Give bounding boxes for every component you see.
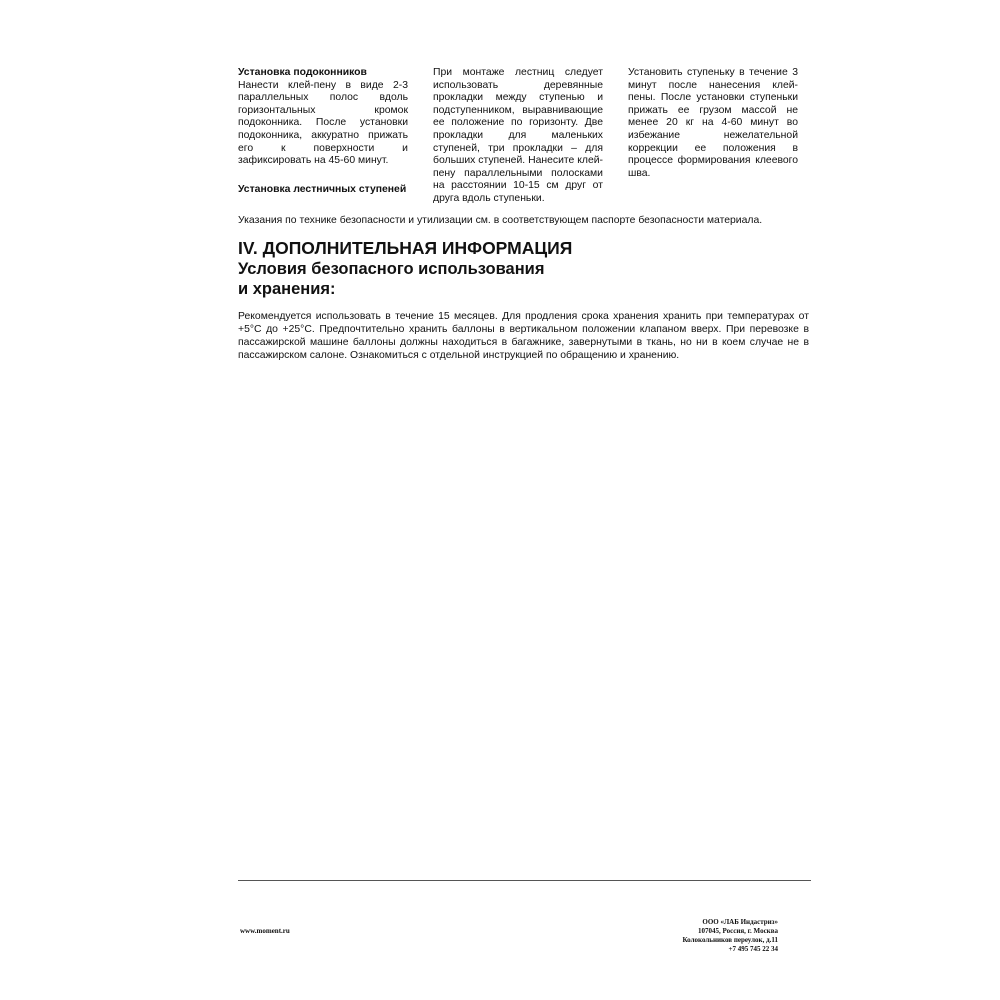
footer-company-info bbox=[620, 918, 778, 954]
storage-conditions-text: Рекомендуется использовать в течение 15 месяцев. Для продления срока хранения хранить при температурах от +5°C до +25°C. Предпочтительно хранить баллоны в вертикальном положении клапаном вверх. При перевозке в пассажирской машине баллоны должны находиться в багажнике, завернутыми в ткань, но ни в коем случае не в пассажирском салоне. Ознакомиться с отдельной инструкцией по обращению и хранению. bbox=[238, 311, 809, 361]
column-2 bbox=[433, 67, 603, 206]
company-phone: +7 495 745 22 34 bbox=[728, 945, 778, 953]
instructions-columns bbox=[238, 67, 798, 206]
footer-divider bbox=[238, 880, 811, 881]
section-subtitle: Условия безопасного использования и хранения: bbox=[238, 260, 545, 298]
step-fixing-text: Установить ступеньку в течение 3 минут после нанесения клей-пены. После установки ступеньки прижать ее грузом массой не менее 20 кг на 4-60 минут во избежание нежелательной коррекции ее положения в процессе формирования клеевого шва. bbox=[628, 67, 798, 179]
sill-installation-heading: Установка подоконников bbox=[238, 67, 367, 78]
column-3 bbox=[628, 67, 798, 206]
section-title: IV. ДОПОЛНИТЕЛЬНАЯ ИНФОРМАЦИЯ bbox=[238, 238, 573, 258]
company-address-line-1: 107045, Россия, г. Москва bbox=[698, 927, 778, 935]
safety-note: Указания по технике безопасности и утилизации см. в соответствующем паспорте безопасности материала. bbox=[238, 215, 763, 226]
stairs-installation-heading: Установка лестничных ступеней bbox=[238, 183, 407, 195]
column-1 bbox=[238, 67, 408, 206]
sill-installation-text: Нанести клей-пену в виде 2-3 параллельных полос вдоль горизонтальных кромок подоконника. После установки подоконника, аккуратно прижать его к поверхности и зафиксировать на 45-60 минут. bbox=[238, 79, 408, 167]
company-name: ООО «ЛАБ Индастриз» bbox=[702, 918, 778, 926]
footer-website[interactable]: www.moment.ru bbox=[240, 927, 290, 935]
company-address-line-2: Колокольников переулок, д.11 bbox=[682, 936, 778, 944]
stairs-instructions-text: При монтаже лестниц следует использовать деревянные прокладки между ступенью и подступенником, выравнивающие ее положение по горизонту. Две прокладки для маленьких ступеней, три прокладки – для больших ступеней. Нанесите клей-пену параллельными полосками на расстоянии 10-15 см друг от друга вдоль ступеньки. bbox=[433, 67, 603, 204]
